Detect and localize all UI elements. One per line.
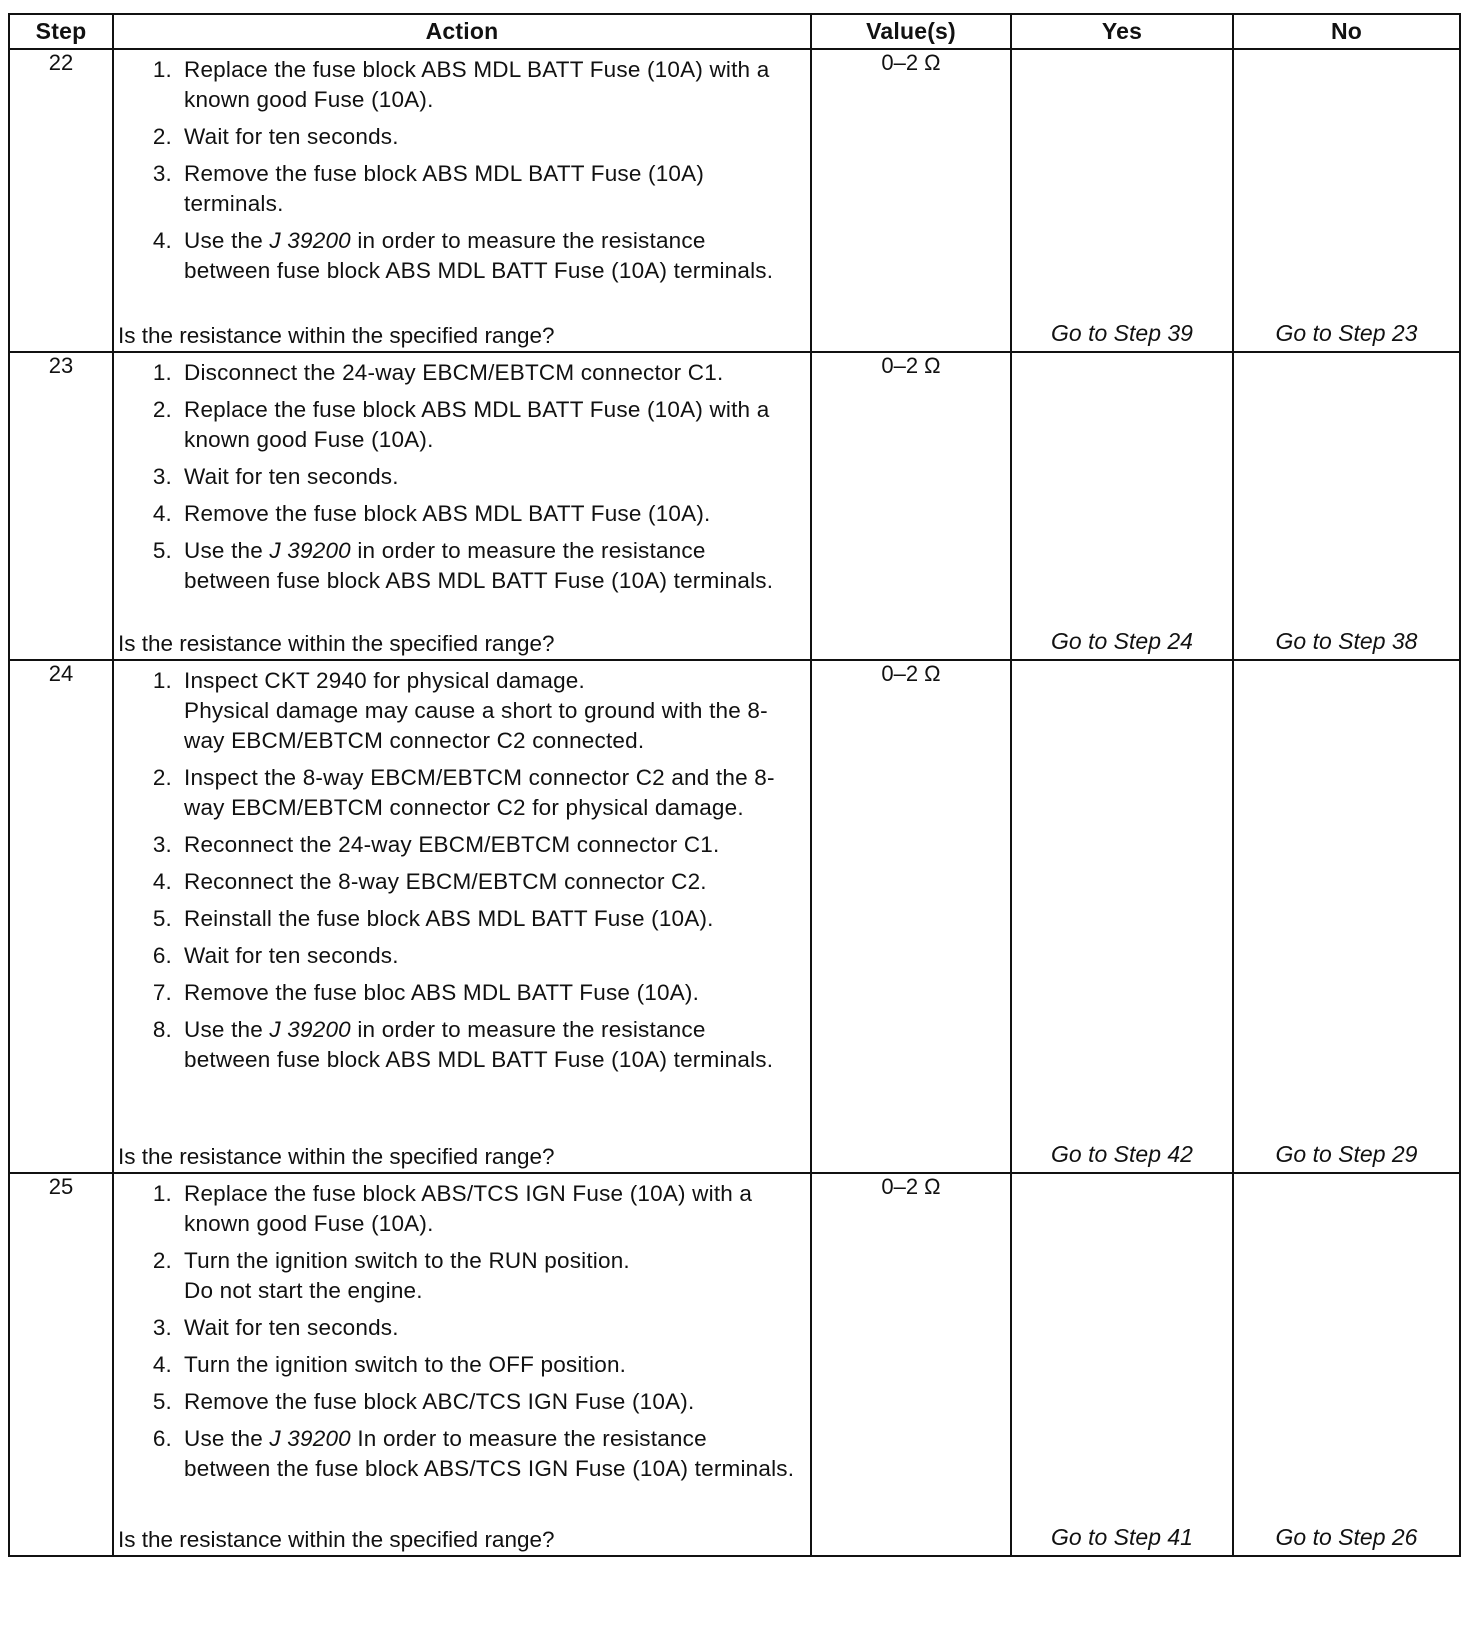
action-step: [114, 395, 796, 455]
action-step-number: 3.: [152, 832, 172, 857]
action-step: [114, 1246, 796, 1306]
action-step-number: 5.: [152, 906, 172, 931]
no-cell: [1233, 352, 1460, 660]
header-yes: Yes: [1011, 14, 1233, 49]
action-step-text: Turn the ignition switch to the RUN position.: [184, 1248, 630, 1273]
action-step-number: 4.: [152, 869, 172, 894]
step-question: Is the resistance within the specified range?: [118, 631, 555, 656]
action-step: [114, 666, 796, 756]
action-step-text: Remove the fuse block ABS MDL BATT Fuse (10A) terminals.: [184, 161, 705, 216]
action-steps-list: [114, 50, 810, 323]
step-number: 24: [9, 660, 113, 1173]
action-step-text: Wait for ten seconds.: [184, 124, 399, 149]
action-step-text: Replace the fuse block ABS/TCS IGN Fuse (10A) with a known good Fuse (10A).: [184, 1181, 753, 1236]
action-step-number: 3.: [152, 464, 172, 489]
action-step-number: 4.: [152, 501, 172, 526]
diagnostic-table: [8, 13, 1461, 1557]
action-step: [114, 941, 796, 971]
action-step: [114, 1015, 796, 1075]
step-question: Is the resistance within the specified range?: [118, 323, 555, 348]
action-step: [114, 226, 796, 286]
table-row: [9, 660, 1460, 1173]
action-step: [114, 763, 796, 823]
action-step: [114, 1387, 796, 1417]
action-step-number: 1.: [152, 57, 172, 82]
action-step-text: In order to measure the resistance between the fuse block ABS/TCS IGN Fuse (10A) terminals.: [184, 1426, 795, 1481]
action-step-text: Remove the fuse block ABS MDL BATT Fuse (10A).: [184, 501, 711, 526]
action-step: [114, 904, 796, 934]
action-step: [114, 122, 796, 152]
action-cell: [113, 1173, 811, 1556]
action-steps-list: [114, 661, 810, 1112]
action-step-number: 5.: [152, 1389, 172, 1414]
tool-reference: J 39200: [269, 538, 351, 563]
action-step-text: Remove the fuse bloc ABS MDL BATT Fuse (10A).: [184, 980, 700, 1005]
step-number: 25: [9, 1173, 113, 1556]
value-cell: 0–2 Ω: [811, 352, 1011, 660]
action-step-text: Use the: [184, 1017, 270, 1042]
header-action: Action: [113, 14, 811, 49]
action-step-number: 2.: [152, 765, 172, 790]
action-step-number: 6.: [152, 943, 172, 968]
action-step-text: Wait for ten seconds.: [184, 464, 399, 489]
action-step-number: 2.: [152, 1248, 172, 1273]
action-step-number: 1.: [152, 1181, 172, 1206]
action-step: [114, 462, 796, 492]
table-body: [9, 49, 1460, 1556]
no-cell: [1233, 49, 1460, 352]
no-cell: [1233, 1173, 1460, 1556]
action-step-number: 2.: [152, 124, 172, 149]
value-cell: 0–2 Ω: [811, 1173, 1011, 1556]
action-step-number: 8.: [152, 1017, 172, 1042]
action-step: [114, 1424, 796, 1484]
action-step-number: 7.: [152, 980, 172, 1005]
action-step-text: in order to measure the resistance between fuse block ABS MDL BATT Fuse (10A) terminals.: [184, 1017, 774, 1072]
no-goto-step: Go to Step 38: [1275, 628, 1418, 654]
action-step-text: Disconnect the 24-way EBCM/EBTCM connector C1.: [184, 360, 724, 385]
action-step: [114, 978, 796, 1008]
step-question: Is the resistance within the specified range?: [118, 1144, 555, 1169]
action-step: [114, 55, 796, 115]
step-number: 23: [9, 352, 113, 660]
action-step: [114, 1179, 796, 1239]
action-step-text: Replace the fuse block ABS MDL BATT Fuse (10A) with a known good Fuse (10A).: [184, 397, 770, 452]
action-cell: [113, 660, 811, 1173]
action-step-note: Do not start the engine.: [184, 1278, 423, 1303]
action-step: [114, 1350, 796, 1380]
table-row: [9, 1173, 1460, 1556]
yes-goto-step: Go to Step 42: [1051, 1141, 1193, 1167]
yes-cell: [1011, 49, 1233, 352]
header-values: Value(s): [811, 14, 1011, 49]
step-number: 22: [9, 49, 113, 352]
action-step-text: Remove the fuse block ABC/TCS IGN Fuse (10A).: [184, 1389, 695, 1414]
action-step-number: 1.: [152, 668, 172, 693]
action-step-text: Use the: [184, 1426, 270, 1451]
action-steps-list: [114, 1174, 810, 1521]
action-step-text: Reinstall the fuse block ABS MDL BATT Fuse (10A).: [184, 906, 714, 931]
action-step-number: 2.: [152, 397, 172, 422]
action-steps-list: [114, 353, 810, 633]
action-cell: [113, 352, 811, 660]
action-step: [114, 830, 796, 860]
yes-goto-step: Go to Step 41: [1051, 1524, 1193, 1550]
action-step-text: in order to measure the resistance between fuse block ABS MDL BATT Fuse (10A) terminals.: [184, 538, 774, 593]
action-step-number: 4.: [152, 1352, 172, 1377]
action-step-number: 4.: [152, 228, 172, 253]
action-step: [114, 499, 796, 529]
yes-goto-step: Go to Step 39: [1051, 320, 1193, 346]
yes-goto-step: Go to Step 24: [1051, 628, 1193, 654]
yes-cell: [1011, 352, 1233, 660]
action-step-number: 1.: [152, 360, 172, 385]
no-goto-step: Go to Step 26: [1275, 1524, 1418, 1550]
action-step-text: Wait for ten seconds.: [184, 943, 399, 968]
value-cell: 0–2 Ω: [811, 660, 1011, 1173]
action-step-text: in order to measure the resistance between fuse block ABS MDL BATT Fuse (10A) terminals.: [184, 228, 774, 283]
header-step: Step: [9, 14, 113, 49]
tool-reference: J 39200: [269, 228, 351, 253]
action-step-number: 6.: [152, 1426, 172, 1451]
action-step-note: Physical damage may cause a short to ground with the 8-way EBCM/EBTCM connector C2 connected.: [184, 698, 768, 753]
action-step: [114, 159, 796, 219]
action-step-text: Reconnect the 24-way EBCM/EBTCM connector C1.: [184, 832, 720, 857]
yes-cell: [1011, 660, 1233, 1173]
header-no: No: [1233, 14, 1460, 49]
tool-reference: J 39200: [269, 1017, 351, 1042]
action-step: [114, 536, 796, 596]
step-question: Is the resistance within the specified range?: [118, 1527, 555, 1552]
action-step-text: Use the: [184, 538, 270, 563]
action-step-number: 5.: [152, 538, 172, 563]
action-step-text: Replace the fuse block ABS MDL BATT Fuse (10A) with a known good Fuse (10A).: [184, 57, 770, 112]
action-step: [114, 358, 796, 388]
action-step-text: Reconnect the 8-way EBCM/EBTCM connector C2.: [184, 869, 707, 894]
action-step-text: Inspect CKT 2940 for physical damage.: [184, 668, 585, 693]
tool-reference: J 39200: [269, 1426, 351, 1451]
action-step-text: Use the: [184, 228, 270, 253]
action-cell: [113, 49, 811, 352]
no-goto-step: Go to Step 29: [1275, 1141, 1418, 1167]
action-step-text: Inspect the 8-way EBCM/EBTCM connector C2 and the 8-way EBCM/EBTCM connector C2 for physical damage.: [184, 765, 775, 820]
no-goto-step: Go to Step 23: [1275, 320, 1418, 346]
no-cell: [1233, 660, 1460, 1173]
action-step: [114, 867, 796, 897]
table-header-row: [9, 14, 1460, 49]
action-step-text: Turn the ignition switch to the OFF position.: [184, 1352, 627, 1377]
action-step-text: Wait for ten seconds.: [184, 1315, 399, 1340]
table-row: [9, 352, 1460, 660]
action-step-number: 3.: [152, 1315, 172, 1340]
table-row: [9, 49, 1460, 352]
yes-cell: [1011, 1173, 1233, 1556]
value-cell: 0–2 Ω: [811, 49, 1011, 352]
action-step-number: 3.: [152, 161, 172, 186]
action-step: [114, 1313, 796, 1343]
